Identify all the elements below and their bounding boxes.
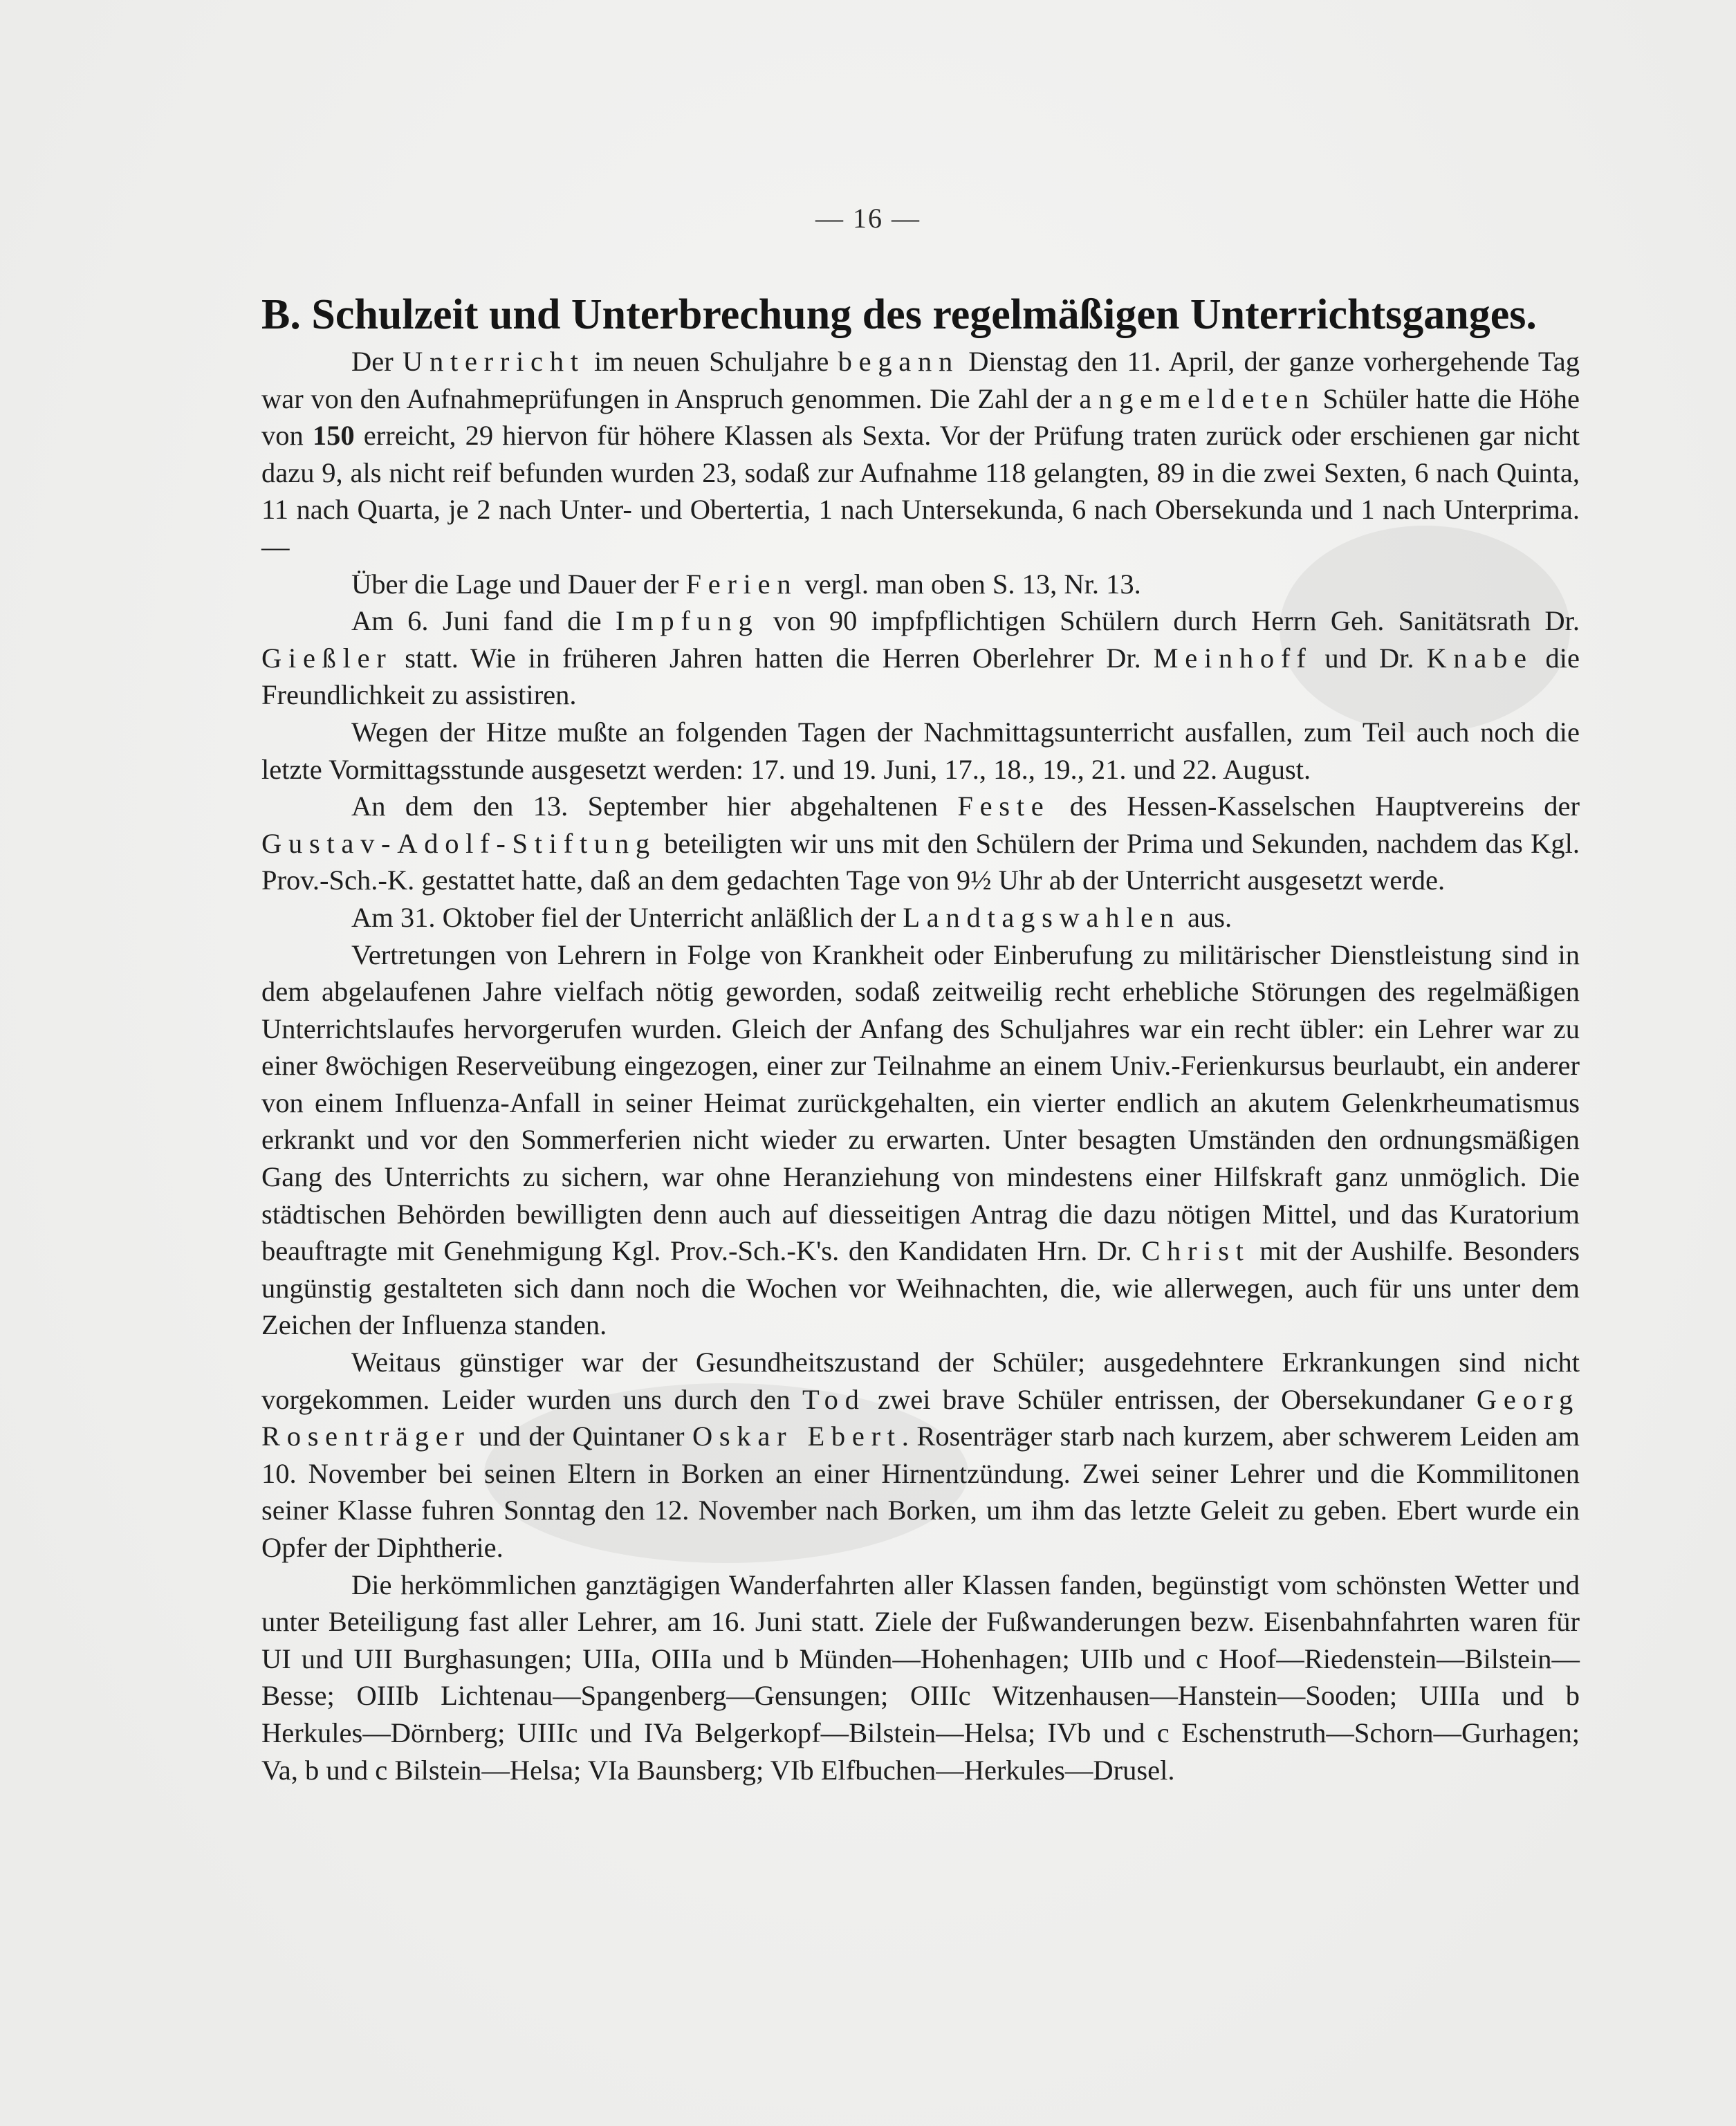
text-run: beteiligten wir uns mit den Schülern der Prima und Sekunden, nachdem das Kgl. Prov.-Sch.-K. gestattet hatte, daß an dem gedachten Tage von 9½ Uhr ab der Unterricht ausgesetzt werde. — [261, 827, 1580, 896]
text-run: Schüler hatte die Höhe von — [261, 382, 1580, 452]
emphasis: angemeldeten — [1079, 382, 1315, 414]
emphasis: Ferien — [685, 568, 798, 600]
paragraph-excursions: Die herkömmlichen ganztägigen Wanderfahrten aller Klassen fanden, begünstigt vom schönsten Wetter und unter Beteiligung fast aller Lehrer, am 16. Juni statt. Ziele der Fußwanderungen bezw. Eisenbahnfahrten waren für UI und UII Burghasungen; UIIa, OIIIa und b Münden—Hohenhagen; UIIb und c Hoof—Riedenstein—Bilstein—Besse; OIIIb Lichtenau—Spangenberg—Gensungen; OIIIc Witzenhausen—Hanstein—Sooden; UIIIa und b Herkules—Dörnberg; UIIIc und IVa Belgerkopf—Bilstein—Helsa; IVb und c Eschenstruth—Schorn—Gurhagen; Va, b und c Bilstein—Helsa; VIa Baunsberg; VIb Elfbuchen—Herkules—Drusel. — [261, 1569, 1580, 1786]
paragraph-festival — [261, 788, 1580, 899]
text-run: mit der Aushilfe. Besonders ungünstig gestalteten sich dann noch die Wochen vor Weihnachten, die, wie allerwegen, auch für uns unter dem Zeichen der Influenza standen. — [261, 1235, 1580, 1341]
emphasis: Tod — [802, 1383, 866, 1415]
text-run: im neuen Schuljahre — [584, 346, 838, 377]
bold-number: 150 — [312, 420, 355, 452]
text-run: Dienstag den 11. April, der ganze vorhergehende Tag war von den Aufnahmeprüfungen in Anspruch genommen. Die Zahl der — [261, 346, 1580, 414]
emphasis: Impfung — [615, 605, 759, 637]
emphasis: begann — [838, 346, 959, 377]
emphasis: Unterricht — [403, 346, 585, 377]
text-run: Vertretungen von Lehrern in Folge von Krankheit oder Einberufung zu militärischer Dienstleistung sind in dem abgelaufenen Jahre vielfach nötig geworden, sodaß zeitweilig recht erhebliche Störungen des regelmäßigen Unterrichtslaufes hervorgerufen wurden. Gleich der Anfang des Schuljahres war ein recht übler: ein Lehrer war zu einer 8wöchigen Reserveübung eingezogen, einer zur Teilnahme an einem Univ.-Ferienkursus beurlaubt, ein anderer von einem Influenza-Anfall in seiner Heimat zurückgehalten, ein vierter endlich an akutem Gelenkrheumatismus erkrankt und vor den Sommerferien nicht wieder zu erwarten. Unter besagten Umständen den ordnungsmäßigen Gang des Unterrichts zu sichern, war ohne Heranziehung von mindestens einer Hilfskraft ganz unmöglich. Die städtischen Behörden bewilligten denn auch auf diesseitigen Antrag die dazu nötigen Mittel, und das Kuratorium beauftragte mit Genehmigung Kgl. Prov.-Sch.-K's. den Kandidaten Hrn. Dr. — [261, 939, 1580, 1267]
text-run: statt. Wie in früheren Jahren hatten die Herren Oberlehrer Dr. — [392, 642, 1154, 674]
text-run: und Dr. — [1312, 642, 1427, 674]
text-run: aus. — [1180, 901, 1232, 933]
text-run: Am 31. Oktober fiel der Unterricht anläßlich der — [351, 901, 903, 933]
page-number: — 16 — — [815, 203, 921, 234]
text-run: Am 6. Juni fand die — [351, 605, 616, 637]
text-run: . Rosenträger starb nach kurzem, aber schwerem Leiden am 10. November bei seinen Eltern in Borken an einer Hirnentzündung. Zwei seiner Lehrer und die Kommilitonen seiner Klasse fuhren Sonntag den 12. November nach Borken, um ihm das letzte Geleit zu geben. Ebert wurde ein Opfer der Diphtherie. — [261, 1421, 1580, 1563]
text-run: des Hessen-Kasselschen Hauptvereins der — [1050, 791, 1580, 822]
text-run: von 90 impfpflichtigen Schülern durch Herrn Geh. Sanitätsrath Dr. — [759, 605, 1580, 637]
emphasis: Gustav-Adolf-Stiftung — [261, 827, 656, 859]
paragraph-substitutions — [261, 936, 1580, 1344]
emphasis: Gießler — [261, 642, 393, 674]
paragraph-holidays — [261, 566, 1580, 603]
emphasis: Georg Rosenträger — [261, 1383, 1580, 1452]
text-run: und der Quintaner — [470, 1421, 692, 1452]
emphasis: Meinhoff — [1153, 642, 1313, 674]
text-run: Weitaus günstiger war der Gesundheitszustand der Schüler; ausgedehntere Erkrankungen sind nicht vorgekommen. Leider wurden uns durch den — [261, 1347, 1580, 1415]
emphasis: Landtagswahlen — [903, 901, 1181, 933]
paragraph-school-start — [261, 343, 1580, 566]
text-run: Der — [351, 346, 403, 377]
text-run: zwei brave Schüler entrissen, der Obersekundaner — [865, 1383, 1477, 1415]
emphasis: Knabe — [1426, 642, 1533, 674]
text-run: vergl. man oben S. 13, Nr. 13. — [797, 568, 1141, 600]
text-run: die Freundlichkeit zu assistiren. — [261, 642, 1580, 711]
paragraph-health — [261, 1344, 1580, 1566]
body-text — [261, 343, 1580, 1788]
emphasis: Oskar Ebert — [692, 1421, 902, 1452]
section-heading: B. Schulzeit und Unterbrechung des regelmäßigen Unterrichtsganges. — [261, 291, 1537, 338]
paragraph-vaccination — [261, 602, 1580, 714]
text-run: Über die Lage und Dauer der — [351, 568, 686, 600]
text-run: An dem den 13. September hier abgehaltenen — [351, 791, 958, 822]
paragraph-elections — [261, 899, 1580, 936]
emphasis: Feste — [957, 791, 1051, 822]
paragraph-heat: Wegen der Hitze mußte an folgenden Tagen der Nachmittagsunterricht ausfallen, zum Teil auch noch die letzte Vormittagsstunde ausgesetzt werden: 17. und 19. Juni, 17., 18., 19., 21. und 22. August. — [261, 716, 1580, 785]
emphasis: Christ — [1141, 1235, 1250, 1267]
text-run: erreicht, 29 hiervon für höhere Klassen als Sexta. Vor der Prüfung traten zurück oder erschienen gar nicht dazu 9, als nicht reif befunden wurden 23, sodaß zur Aufnahme 118 gelangten, 89 in die zwei Sexten, 6 nach Quinta, 11 nach Quarta, je 2 nach Unter- und Obertertia, 1 nach Untersekunda, 6 nach Obersekunda und 1 nach Unterprima. — — [261, 420, 1580, 562]
